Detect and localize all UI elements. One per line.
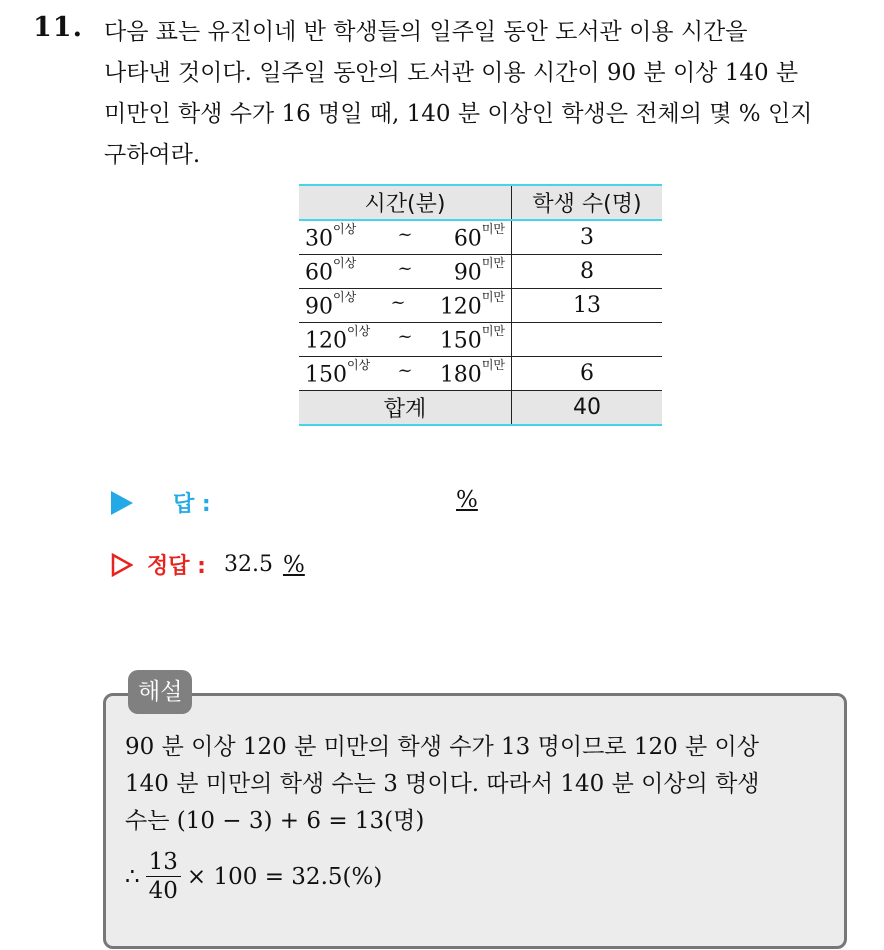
count-cell: 8 (512, 255, 663, 289)
table-row (299, 289, 662, 323)
frequency-table (299, 184, 662, 426)
table-row (299, 357, 662, 391)
question-line: 구하여라. (104, 142, 201, 168)
question-line: 나타낸 것이다. 일주일 동안의 도서관 이용 시간이 90 분 이상 140 분 (104, 60, 799, 86)
question-text (104, 12, 864, 176)
count-cell (512, 323, 663, 357)
range-to: $60^{미만}$ (453, 221, 505, 252)
table-row (299, 220, 662, 255)
outline-triangle-icon (111, 553, 133, 577)
total-value: 40 (512, 391, 663, 426)
range-tilde: ~ (397, 223, 413, 245)
fraction (146, 848, 181, 905)
solution-line: 수는 (10 − 3) + 6 = 13(명) (125, 808, 425, 834)
time-range-cell (299, 323, 512, 357)
range-to: $180^{미만}$ (439, 357, 505, 388)
range-from: $60^{이상}$ (305, 255, 357, 286)
question-number: 11. (33, 12, 83, 43)
final-tail: × 100 = 32.5(%) (186, 863, 383, 890)
count-cell: 3 (512, 220, 663, 255)
solution-text (125, 729, 760, 840)
correct-unit: % (282, 551, 305, 578)
correct-value: 32.5 (223, 552, 273, 577)
solution-line: 90 분 이상 120 분 미만의 학생 수가 13 명이므로 120 분 이상 (125, 734, 759, 760)
question-line: 다음 표는 유진이네 반 학생들의 일주일 동안 도서관 이용 시간을 (104, 19, 748, 45)
range-tilde: ~ (397, 257, 413, 279)
range-to: $90^{미만}$ (453, 255, 505, 286)
correct-label: 정답 : (147, 554, 206, 579)
fraction-numerator: 13 (146, 848, 181, 877)
answer-unit: % (456, 487, 478, 513)
range-to: $120^{미만}$ (439, 289, 505, 320)
range-from: $90^{이상}$ (305, 289, 357, 320)
table-row (299, 323, 662, 357)
header-count: 학생 수(명) (512, 185, 663, 220)
solution-final-equation (125, 848, 382, 905)
count-cell: 6 (512, 357, 663, 391)
therefore-symbol: ∴ (125, 863, 140, 890)
range-tilde: ~ (390, 291, 406, 313)
count-cell: 13 (512, 289, 663, 323)
answer-label: 답 : (173, 492, 211, 517)
header-time: 시간(분) (299, 185, 512, 220)
range-to: $150^{미만}$ (439, 323, 505, 354)
time-range-cell (299, 357, 512, 391)
range-from: $120^{이상}$ (305, 323, 371, 354)
table-row (299, 255, 662, 289)
total-label: 합계 (299, 391, 512, 426)
play-triangle-icon (111, 491, 133, 515)
answer-row (111, 487, 211, 518)
range-tilde: ~ (397, 359, 413, 381)
time-range-cell (299, 289, 512, 323)
question-line: 미만인 학생 수가 16 명일 때, 140 분 이상인 학생은 전체의 몇 % 인지 (104, 101, 813, 127)
time-range-cell (299, 220, 512, 255)
correct-answer-row (111, 549, 305, 580)
time-range-cell (299, 255, 512, 289)
range-tilde: ~ (397, 325, 413, 347)
solution-line: 140 분 미만의 학생 수는 3 명이다. 따라서 140 분 이상의 학생 (125, 771, 760, 797)
range-from: $150^{이상}$ (305, 357, 371, 388)
solution-tag: 해설 (128, 670, 192, 714)
range-from: $30^{이상}$ (305, 221, 357, 252)
fraction-denominator: 40 (148, 878, 178, 904)
